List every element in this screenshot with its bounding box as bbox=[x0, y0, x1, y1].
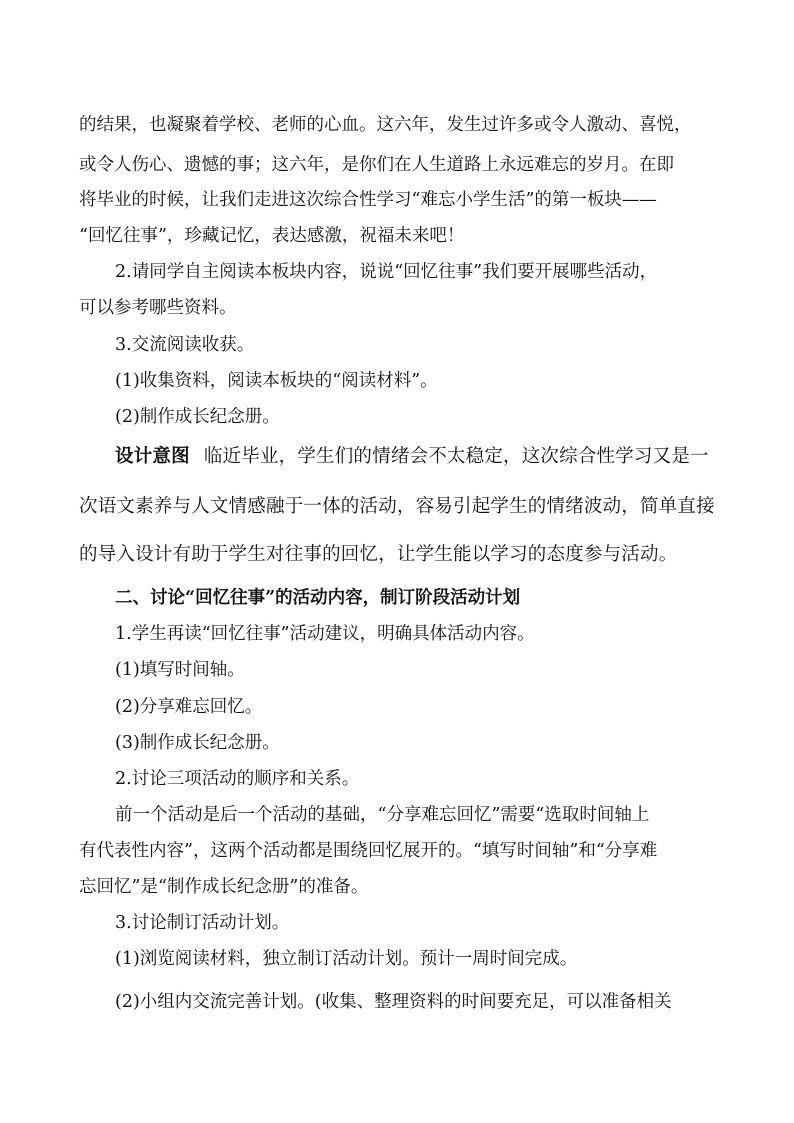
section2-p1-item-1: (1)填写时间轴。 bbox=[115, 660, 245, 680]
step3-item-2: (2)制作成长纪念册。 bbox=[115, 407, 280, 427]
design-intent-line-2: 次语文素养与人文情感融于一体的活动，容易引起学生的情绪波动，简单直接 bbox=[79, 496, 715, 517]
section2-p1: 1.学生再读“回忆往事”活动建议，明确具体活动内容。 bbox=[115, 624, 535, 644]
design-intent-line-1 bbox=[115, 445, 794, 469]
section2-heading: 二、讨论“回忆往事”的活动内容，制订阶段活动计划 bbox=[115, 588, 521, 608]
intro-line-1: 的结果，也凝聚着学校、老师的心血。这六年，发生过许多或令人激动、喜悦， bbox=[79, 115, 692, 135]
design-intent-line-3: 的导入设计有助于学生对往事的回忆，让学生能以学习的态度参与活动。 bbox=[79, 544, 678, 565]
step3-item-1: (1)收集资料，阅读本板块的“阅读材料”。 bbox=[115, 371, 438, 391]
intro-line-4: “回忆往事”，珍藏记忆，表达感激，祝福未来吧！ bbox=[79, 226, 465, 246]
section2-p3: 3.讨论制订活动计划。 bbox=[115, 913, 290, 933]
section2-p2: 2.讨论三项活动的顺序和关系。 bbox=[115, 769, 360, 789]
section2-p2-body-1: 前一个活动是后一个活动的基础，“分享难忘回忆”需要“选取时间轴上 bbox=[115, 805, 650, 825]
intro-line-3: 将毕业的时候，让我们走进这次综合性学习“难忘小学生活”的第一板块—— bbox=[79, 190, 657, 210]
step2-line-2: 可以参考哪些资料。 bbox=[79, 298, 237, 318]
section2-p2-body-3: 忘回忆”是“制作成长纪念册”的准备。 bbox=[79, 877, 369, 897]
design-intent-text-1: 临近毕业，学生们的情绪会不太稳定，这次综合性学习又是一 bbox=[203, 446, 709, 467]
section2-p1-item-2: (2)分享难忘回忆。 bbox=[115, 697, 263, 717]
step2-line-1: 2.请同学自主阅读本板块内容，说说“回忆往事”我们要开展哪些活动， bbox=[115, 262, 658, 282]
section2-p2-body-2: 有代表性内容”，这两个活动都是围绕回忆展开的。“填写时间轴”和“分享难 bbox=[79, 841, 658, 861]
section2-p3-item-1: (1)浏览阅读材料，独立制订活动计划。预计一周时间完成。 bbox=[115, 949, 578, 969]
section2-p3-item-2: (2)小组内交流完善计划。(收集、整理资料的时间要充足，可以准备相关 bbox=[115, 992, 672, 1012]
section2-p1-item-3: (3)制作成长纪念册。 bbox=[115, 733, 280, 753]
step3-title: 3.交流阅读收获。 bbox=[115, 335, 255, 355]
design-intent-label: 设计意图 bbox=[115, 446, 190, 467]
intro-line-2: 或令人伤心、遗憾的事；这六年，是你们在人生道路上永远难忘的岁月。在即 bbox=[79, 155, 674, 175]
